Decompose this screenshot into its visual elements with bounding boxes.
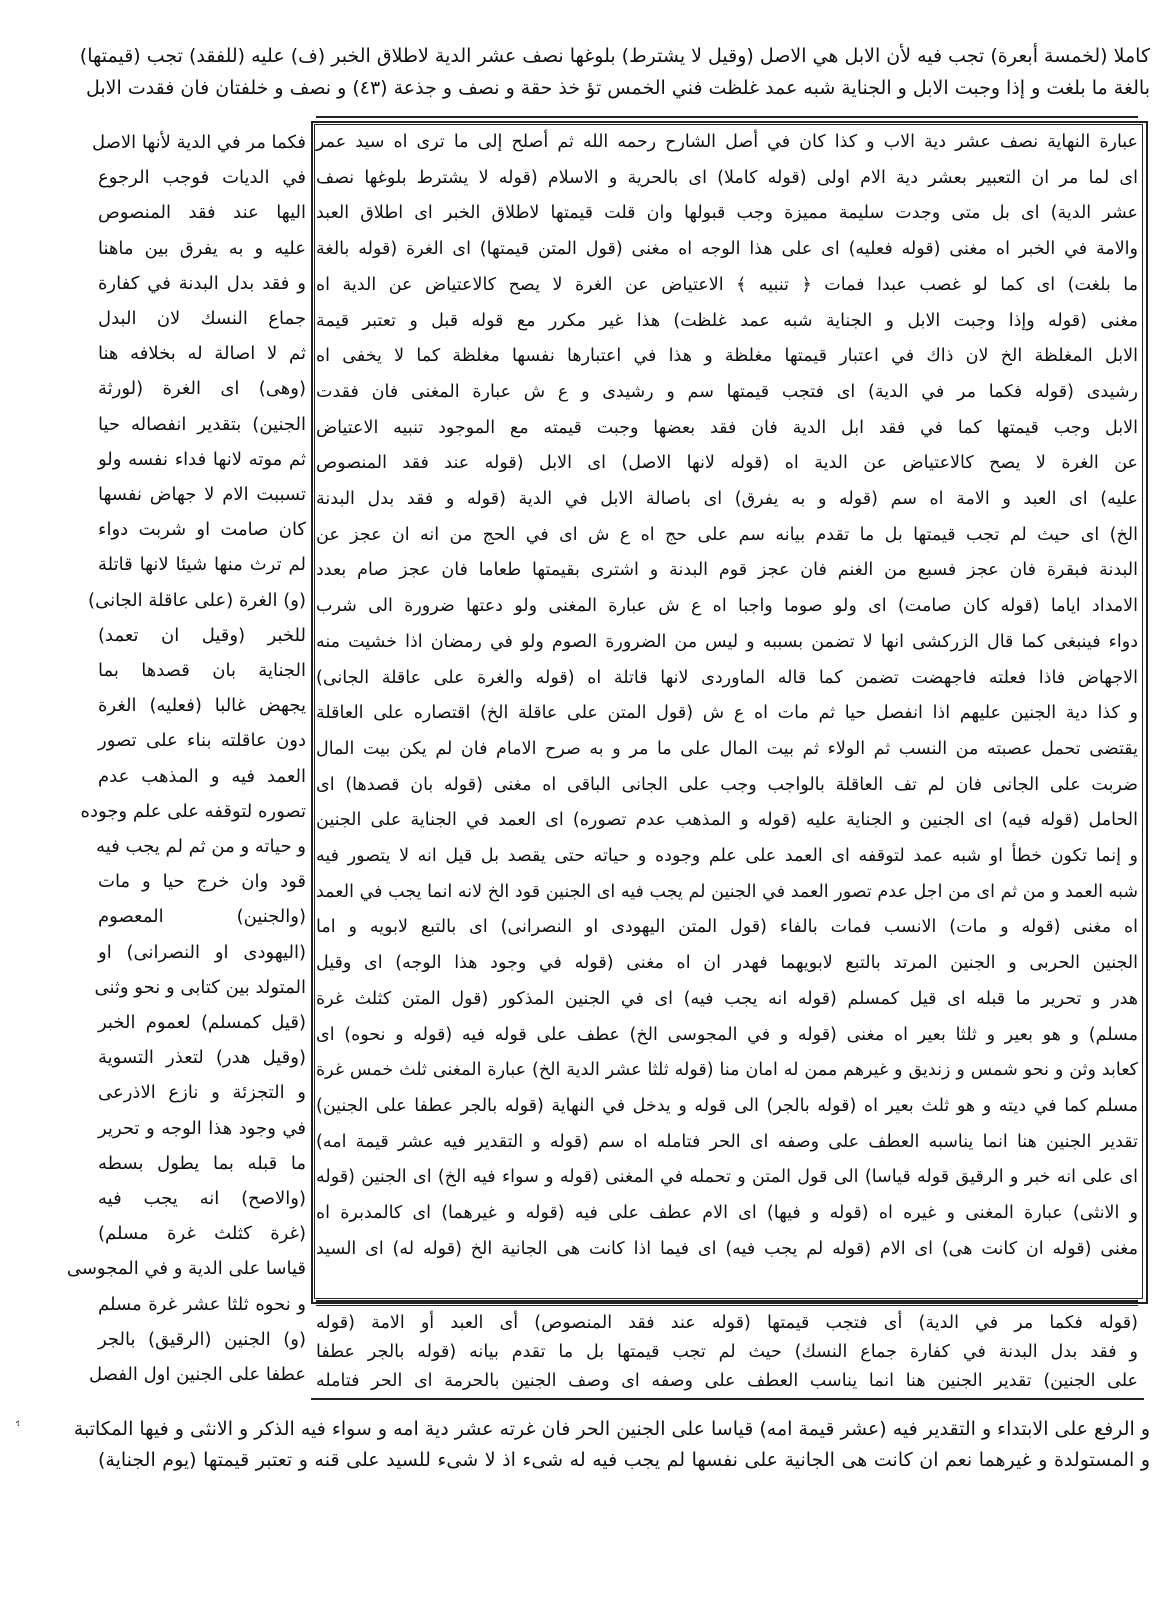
text-line: هدر و تحرير ما قبله اى قيل كمسلم (قوله انه يجب فيه) اى في الجنين المذكور (قول المتن كثلث غرة xyxy=(316,988,1138,1009)
text-line: على الجنين) تقدير الجنين هنا انما يناسب العطف على وصفه اى وصف الجنين بالحرمة اى الحر فتامله xyxy=(316,1371,1138,1391)
text-line: لم ترث منها شيئا لانها قاتلة xyxy=(98,554,306,576)
text-line: (والاصح) انه يجب فيه xyxy=(98,1188,306,1209)
text-line: البدنة فبقرة فان عجز فسبع من الغنم فان عجز قوم البدنة و اشترى بقيمتها طعاما فان عجز صام بعدد xyxy=(316,560,1138,581)
text-line: اليها عند فقد المنصوص xyxy=(98,202,306,224)
text-line: الجنين الحربى و الجنين المرتد بالتبع لابويهما فهدر ان اه مغنى (قوله في وجود هذا الوجه) اى وقيل xyxy=(316,953,1138,974)
text-line: (قيل كمسلم) لعموم الخبر xyxy=(98,1012,306,1033)
commentary-divider-thin xyxy=(316,1305,1138,1306)
text-line: الجناية بان قصدها بما xyxy=(98,660,306,681)
text-line: مسلم كما في ديته و هو ثلث بعير اه (قوله بالجر) الى قوله و يدخل في النهاية (قوله بالجر عطفا على الجنين) xyxy=(316,1095,1138,1116)
text-line: دواء فينبغى كما قال الزركشى انها لا تضمن بسببه و ليس من الضرورة الصوم ولو في رمضان اذا خشيت منه xyxy=(316,631,1138,652)
text-line: (قوله فكما مر في الدية) أى فتجب قيمتها (قوله عند فقد المنصوص) أى العبد أو الامة (قوله xyxy=(316,1313,1138,1333)
text-line: عليه و به يفرق بين ماهنا xyxy=(98,237,306,259)
text-line: تقدير الجنين هنا انما يناسبه العطف على وصفه اى الحر فتامله اه سم (قوله و التقدير فيه عشر قيمة امه) xyxy=(316,1131,1138,1152)
text-line: تصوره لتوقفه على علم وجوده xyxy=(80,800,306,822)
text-line: و التجزئة و نازع الاذرعى xyxy=(98,1082,306,1104)
text-line: جماع النسك لان البدل xyxy=(98,308,306,329)
text-line: قود وان خرج حيا و مات xyxy=(98,871,306,893)
text-line: اى على انه خبر و الرقيق قوله قياسا) الى قول المتن و تحمله في المغنى (قوله و سواء فيه الخ) اى الجنين (قوله xyxy=(316,1167,1138,1188)
text-line: فكما مر في الدية لأنها الاصل xyxy=(91,132,306,153)
text-line: عطفا على الجنين اول الفصل xyxy=(89,1364,306,1385)
text-line: (وهى) اى الغرة (لورثة xyxy=(98,378,306,400)
text-line: الخ) اى حيث لم تجب قيمتها بل ما تقدم بيانه سم على حج اه ع ش اى في الحج من انه ان عجز عن xyxy=(316,524,1138,545)
text-line: والامة في الخبر اه مغنى (قوله فعليه) اى على هذا الوجه اه مغنى (قول المتن قيمتها) اى الغرة (قوله بالغة xyxy=(316,239,1138,260)
text-line: عشر الدية) اى بل متى وجدت سليمة مميزة وجب قبولها وان قلت قيمتها لاطلاق الخبر اى اطلاق العبد xyxy=(316,203,1138,224)
text-line: مسلم) و هو بعير و ثلثا بعير اه مغنى (قوله و في المجوسى الخ) عطف على قوله فيه (قوله و نحوه) اى xyxy=(316,1024,1138,1045)
text-line: و الانثى) عبارة المغنى و غيره اه (قوله و فيها) اى الام عطف على فيه (قوله و غيرهما) اى كالمدبرة اه xyxy=(316,1203,1138,1223)
text-line: العمد فيه و المذهب عدم xyxy=(98,765,306,787)
text-line: و كذا دية الجنين عليهم اذا انفصل حيا ثم مات اه ع ش (قول المتن على عاقلة الخ) اقتصاره على العاقلة xyxy=(316,703,1138,724)
text-line: الاجهاض فاذا فعلته فاجهضت تضمن كما قاله الماوردى لانها قاتلة اه (قوله والغرة على عاقلة الجانى) xyxy=(316,667,1138,688)
text-line: (و) الغرة (على عاقلة الجانى) xyxy=(88,589,306,611)
text-line: ثم موته لانها فداء نفسه ولو xyxy=(98,448,306,470)
text-line: كان صامت او شربت دواء xyxy=(98,519,306,541)
text-line: (و) الجنين (الرقيق) بالجر xyxy=(98,1328,306,1350)
text-line: دون عاقلته بناء على تصور xyxy=(98,730,306,752)
text-line: يقتضى تحمل عصبته من النسب ثم الولاء ثم بيت المال على ما مر و به صرح الامام فان لم يكن بيت المال xyxy=(316,738,1138,759)
text-line: كاملا (لخمسة أبعرة) تجب فيه لأن الابل هي الاصل (وقيل لا يشترط) بلوغها نصف عشر الدية لاطلاق الخبر (ف) عليه (للفقد) تجب (قيمتها) xyxy=(79,45,1150,67)
text-line: مغنى (قوله ان كانت هى) اى الام (قوله لم يجب فيه) اى فيما اذا كانت هى الجانية الخ (قوله له) اى السيد xyxy=(316,1238,1138,1259)
text-line: ما بلغت) اى كما لو غصب عبدا فمات ﴿ تنبيه ﴾ الاعتياض عن الغرة لا يصح كالاعتياض عن الدية اه xyxy=(316,274,1138,295)
text-line: الامداد اياما (قوله كان صامت) اى ولو صوما واجبا اه ع ش عبارة المغنى ولو دعتها ضرورة الى شرب xyxy=(316,596,1138,617)
text-line: (والجنين) المعصوم xyxy=(98,906,306,928)
text-line: و حياته و من ثم لم يجب فيه xyxy=(96,836,306,857)
text-line: عن الغرة لا يصح كالاعتياض عن الدية اه (قوله لانها الاصل) اى الابل (قوله عند فقد المنصوص xyxy=(316,453,1138,474)
text-line: المتولد بين كتابى و نحو وثنى xyxy=(94,976,306,998)
text-line: الجنين) بتقدير انفصاله حيا xyxy=(98,413,306,435)
text-line: ضربت على الجانى فان لم تف العاقلة بالواجب وجب على الجانى الباقى اه مغنى (قوله بان قصدها) اى xyxy=(316,774,1138,795)
text-line: رشيدى (قوله فكما مر في الدية) اى فتجب قيمتها سم و رشيدى و ع ش عبارة المغنى فان فقدت xyxy=(316,381,1138,402)
text-line: الابل المغلظة الخ لان ذاك في اعتبار قيمتها مغلظة و هذا في اعتبارها نفسها مغلظة كما لا يخفى اه xyxy=(316,346,1138,367)
text-line: (وقيل هدر) لتعذر التسوية xyxy=(98,1047,306,1069)
text-line: للخبر (وقيل ان تعمد) xyxy=(98,624,306,646)
text-line: و نحوه ثلثا عشر غرة مسلم xyxy=(98,1293,306,1315)
text-line: عبارة النهاية نصف عشر دية الاب و كذا كان في أصل الشارح رحمه الله ثم أصلح إلى ما ترى اه سيد عمر xyxy=(316,132,1138,152)
text-line: الحامل (قوله فيه) اى الجنين و الجناية عليه (قوله و المذهب عدم تصوره) اى العمد في الجناية على الجنين xyxy=(316,810,1138,831)
text-line: كعابد وثن و نحو شمس و زنديق و غيرهم ممن له امان منا (قوله ثلثا عشر الدية الخ) عبارة المغنى ثلث خمس غرة xyxy=(316,1060,1138,1081)
text-line: قياسا على الدية و في المجوسى xyxy=(66,1258,306,1280)
text-line: تسببت الام لا جهاض نفسها xyxy=(98,484,306,505)
text-line: اى لما مر ان التعبير بعشر دية الام اولى (قوله كاملا) اى بالحرية و الاسلام (قوله لا يشترط بلوغها نصف xyxy=(316,167,1138,188)
text-line: اه مغنى (قوله و مات) الانسب فمات بالفاء (قول المتن اليهودى او النصرانى) اى بالتبع لابويه و اما xyxy=(316,917,1138,938)
text-line: و المستولدة و غيرهما نعم ان كانت هى الجانية على نفسها لم يجب فيه له شىء اذ لا شىء للسيد على قنه و تعتبر قيمتها (يوم الجناية) xyxy=(98,1449,1150,1471)
top-rule xyxy=(316,116,1138,118)
commentary-divider xyxy=(316,1300,1138,1302)
text-line: و فقد بدل البدنة في كفارة جماع النسك) حيث لم تجب قيمتها بل ما تقدم بيانه (قوله بالجر عطفا xyxy=(316,1342,1138,1362)
text-line: يجهض غالبا (فعليه) الغرة xyxy=(98,695,306,717)
text-line: عليه) اى العبد و الامة اه سم (قوله و به يفرق) اى باصالة الابل في الدية (قوله و فقد بدل البدنة xyxy=(316,489,1138,509)
bottom-frame-rule xyxy=(311,1398,1144,1400)
text-line: بالغة ما بلغت و إذا وجبت الابل و الجناية شبه عمد غلظت فني الخمس تؤ خذ حقة و نصف و جذعة (٤٣) و نصف و خلفتان فان فقدت الابل xyxy=(85,77,1150,99)
text-line: ما قبله بما يطول بسطه xyxy=(98,1152,306,1174)
text-line: و إنما تكون خطأ او شبه عمد لتوقفه اى العمد على علم وجوده و حياته حتى يقصد بل قيل انه لا يتصور فيه xyxy=(316,846,1138,866)
text-line: شبه العمد و من ثم اى من اجل عدم تصور العمد في الجنين لم يجب فيه اى الجنين قود الخ لانه انما يجب في العمد xyxy=(316,881,1138,902)
text-line: (اليهودى او النصرانى) او xyxy=(98,941,306,963)
text-line: في الديات فوجب الرجوع xyxy=(98,167,306,189)
text-line: الابل وجب قيمتها كما في فقد ابل الدية فان فقد بعضها وجبت قيمته مع الموجود تنبيه الاعتياض xyxy=(316,417,1138,438)
text-line: و فقد بدل البدنة في كفارة xyxy=(98,272,306,294)
text-line: في وجود هذا الوجه و تحرير xyxy=(98,1117,306,1139)
text-line: ثم لا اصالة له بخلافه هنا xyxy=(98,343,306,365)
text-line: و الرفع على الابتداء و التقدير فيه (عشر قيمة امه) قياسا على الجنين الحر فان غرته عشر دية امه و سواء فيه الذكر و الانثى و فيها المكاتبة xyxy=(73,1418,1150,1440)
text-line: مغنى (قوله وإذا وجبت الابل و الجناية شبه عمد غلظت) هذا غير مكرر مع قوله قبل و تعتبر قيمة xyxy=(316,310,1138,331)
text-line: (غرة كثلث غرة مسلم) xyxy=(98,1223,306,1245)
margin-mark: ﮨ xyxy=(16,1411,20,1427)
